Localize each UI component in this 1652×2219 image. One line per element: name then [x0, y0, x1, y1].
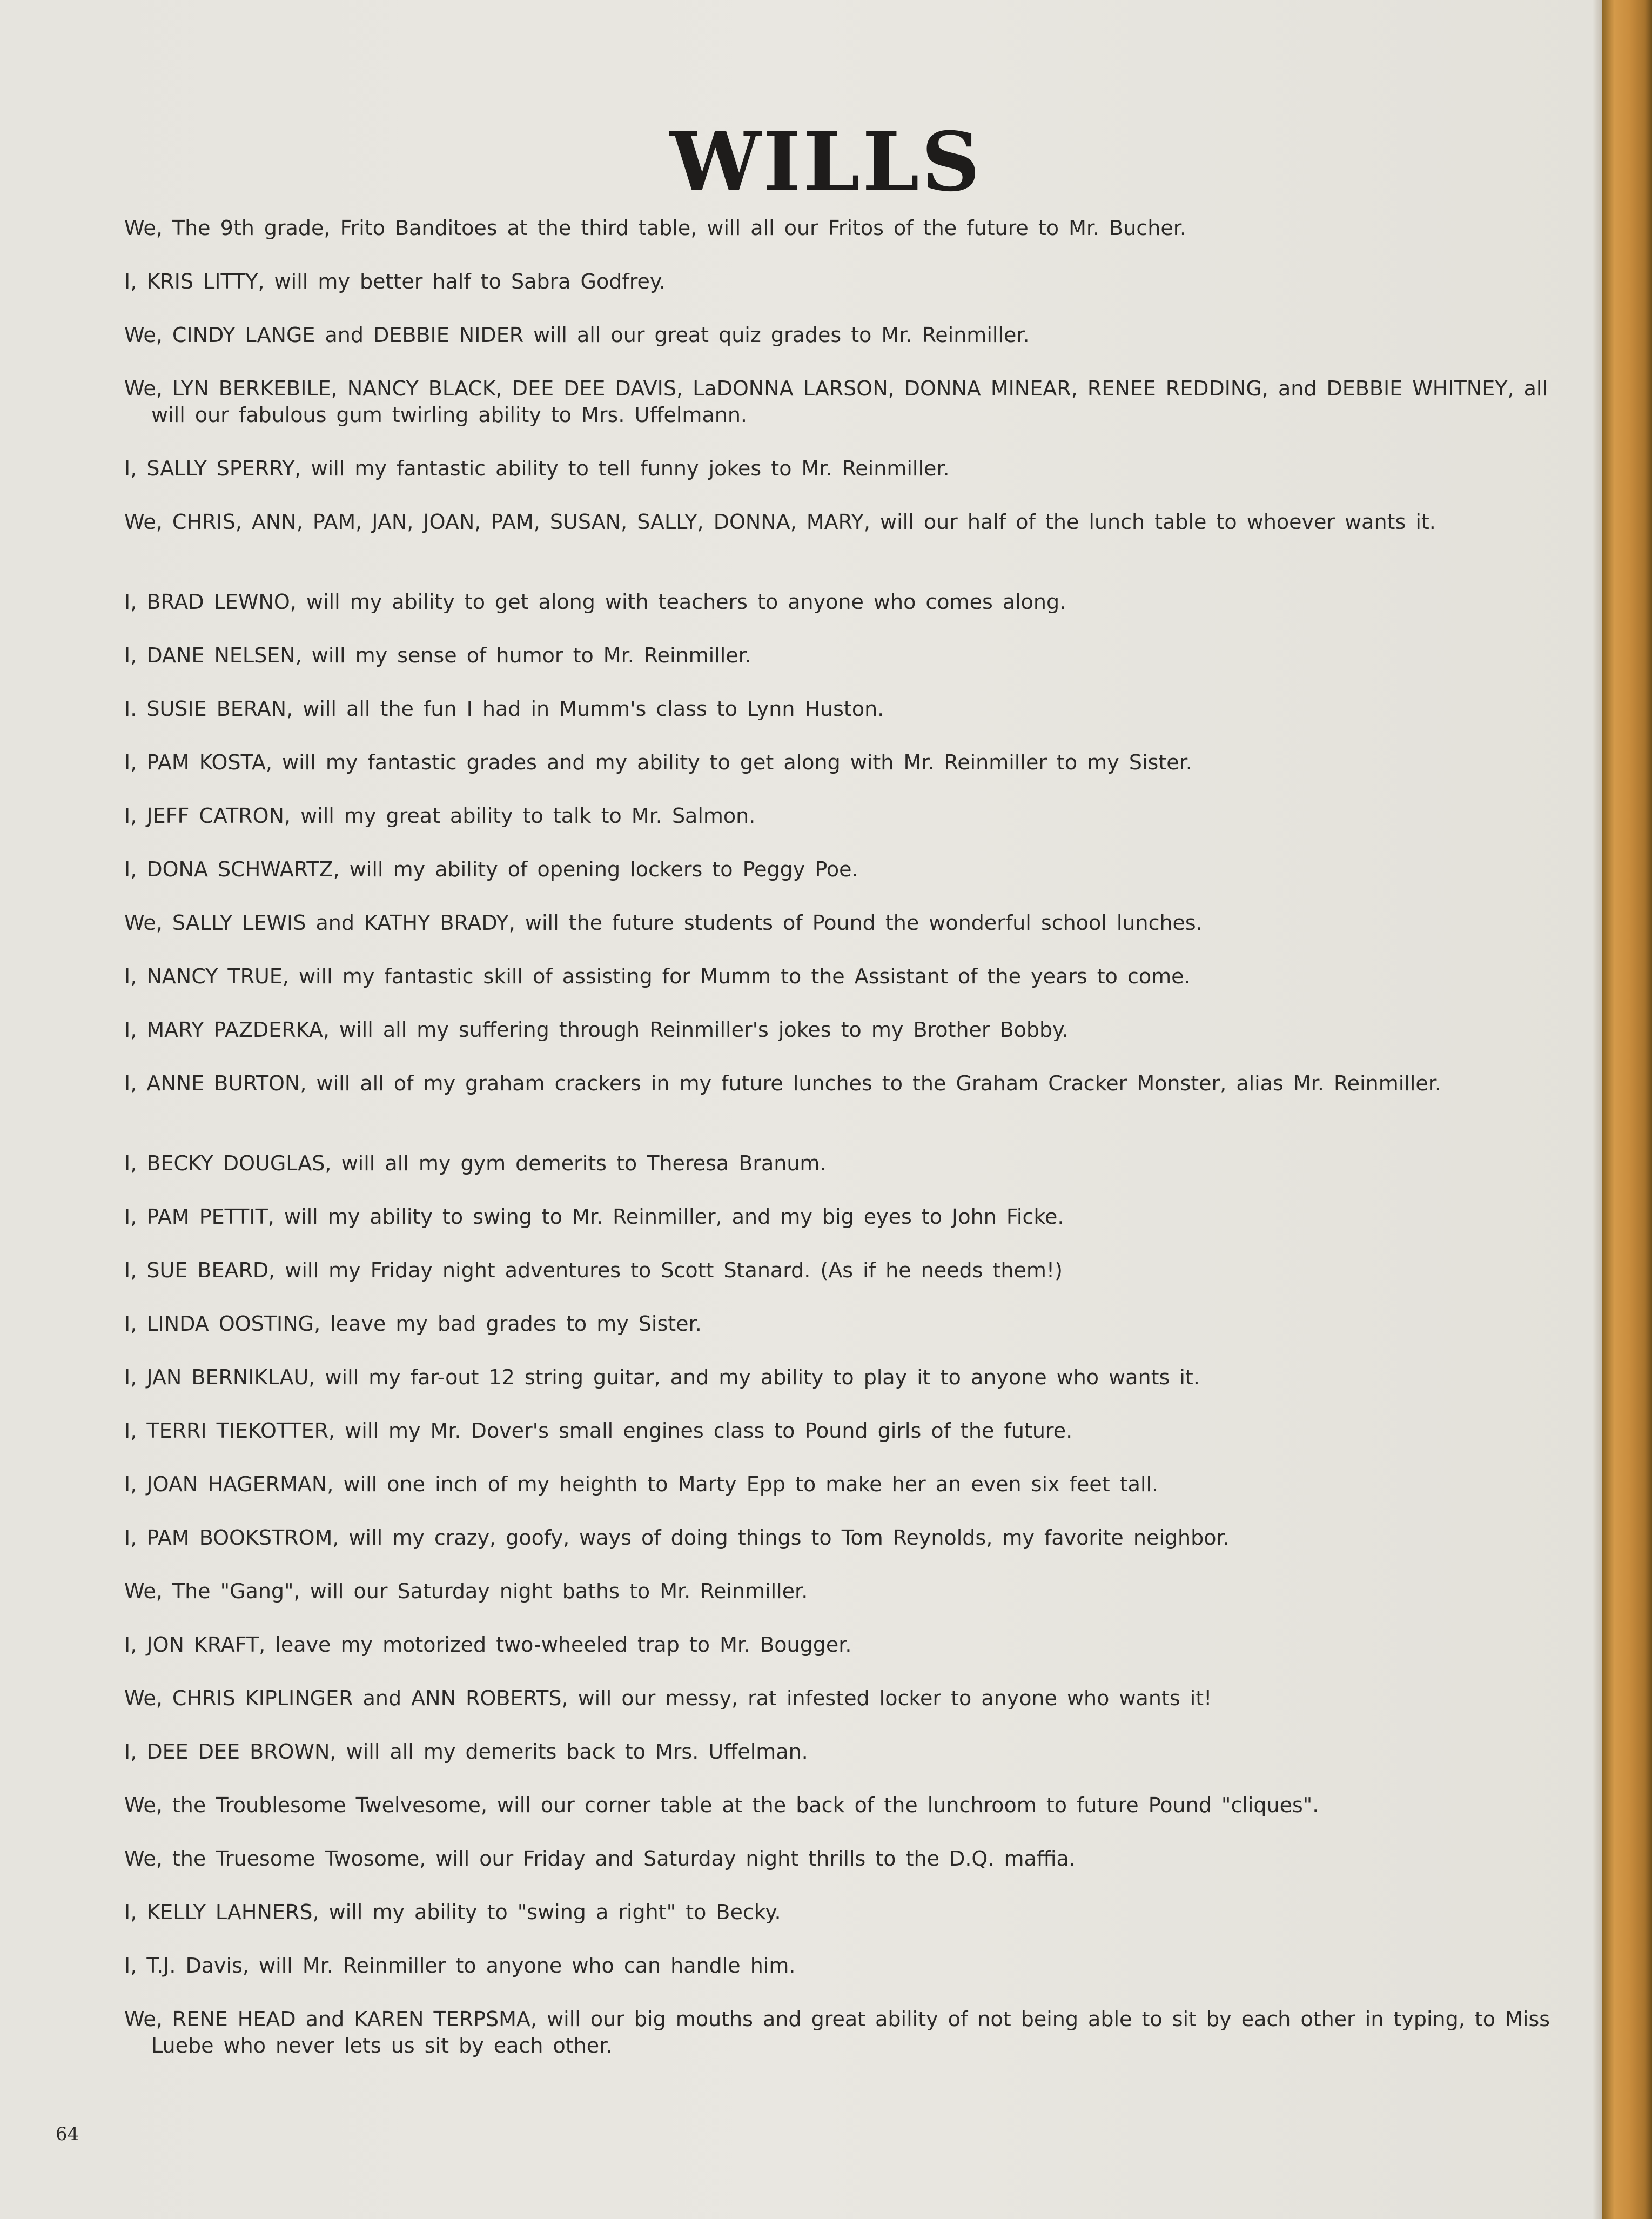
will-entry: We, SALLY LEWIS and KATHY BRADY, will the future students of Pound the wonderful school lunches. — [124, 911, 1203, 935]
will-entry: I, SUE BEARD, will my Friday night adventures to Scott Stanard. (As if he needs them!) — [124, 1258, 1063, 1282]
will-entry: I, JON KRAFT, leave my motorized two-wheeled trap to Mr. Bougger. — [124, 1633, 852, 1657]
will-entry: I, ANNE BURTON, will all of my graham crackers in my future lunches to the Graham Cracker Monster, alias Mr. Reinmiller. — [124, 1071, 1441, 1095]
will-entry: I, JAN BERNIKLAU, will my far-out 12 string guitar, and my ability to play it to anyone who wants it. — [124, 1365, 1200, 1389]
will-entry: I, LINDA OOSTING, leave my bad grades to my Sister. — [124, 1312, 702, 1336]
page-title: WILLS — [670, 115, 982, 210]
will-entry: I. SUSIE BERAN, will all the fun I had in Mumm's class to Lynn Huston. — [124, 697, 884, 721]
will-entry: We, The "Gang", will our Saturday night baths to Mr. Reinmiller. — [124, 1579, 808, 1603]
will-entry: I, BRAD LEWNO, will my ability to get along with teachers to anyone who comes along. — [124, 590, 1066, 614]
will-entry: We, The 9th grade, Frito Banditoes at the third table, will all our Fritos of the future to Mr. Bucher. — [124, 216, 1186, 240]
will-entry: We, CHRIS KIPLINGER and ANN ROBERTS, will our messy, rat infested locker to anyone who wants it! — [124, 1686, 1212, 1710]
will-entry: I, JOAN HAGERMAN, will one inch of my heighth to Marty Epp to make her an even six feet tall. — [124, 1472, 1159, 1496]
will-entry: I, BECKY DOUGLAS, will all my gym demerits to Theresa Branum. — [124, 1151, 827, 1175]
book-spine — [1602, 0, 1652, 2219]
will-entry: I, PAM KOSTA, will my fantastic grades and my ability to get along with Mr. Reinmiller to my Sister. — [124, 750, 1192, 774]
will-entry: We, RENE HEAD and KAREN TERPSMA, will our big mouths and great ability of not being able to sit by each other in typing, to Miss Luebe who never lets us sit by each other. — [124, 2007, 1550, 2057]
will-entry: I, DANE NELSEN, will my sense of humor to Mr. Reinmiller. — [124, 643, 751, 667]
will-entry: I, T.J. Davis, will Mr. Reinmiller to anyone who can handle him. — [124, 1954, 796, 1977]
will-entry: We, the Truesome Twosome, will our Friday and Saturday night thrills to the D.Q. maffia. — [124, 1847, 1076, 1871]
will-entry: I, MARY PAZDERKA, will all my suffering through Reinmiller's jokes to my Brother Bobby. — [124, 1018, 1069, 1042]
page-number: 64 — [56, 2123, 79, 2145]
will-entry: I, PAM PETTIT, will my ability to swing to Mr. Reinmiller, and my big eyes to John Ficke. — [124, 1205, 1064, 1229]
will-entry: I, KRIS LITTY, will my better half to Sabra Godfrey. — [124, 270, 666, 293]
will-entry: I, NANCY TRUE, will my fantastic skill of assisting for Mumm to the Assistant of the years to come. — [124, 964, 1191, 988]
will-entry: I, DONA SCHWARTZ, will my ability of opening lockers to Peggy Poe. — [124, 857, 858, 881]
will-entry: I, TERRI TIEKOTTER, will my Mr. Dover's small engines class to Pound girls of the future. — [124, 1419, 1073, 1443]
will-entry: I, SALLY SPERRY, will my fantastic ability to tell funny jokes to Mr. Reinmiller. — [124, 457, 950, 480]
wills-list — [124, 215, 1550, 2086]
will-entry: We, CINDY LANGE and DEBBIE NIDER will all our great quiz grades to Mr. Reinmiller. — [124, 323, 1030, 347]
will-entry: I, JEFF CATRON, will my great ability to talk to Mr. Salmon. — [124, 804, 756, 828]
will-entry: I, KELLY LAHNERS, will my ability to "swing a right" to Becky. — [124, 1900, 781, 1924]
will-entry: I, DEE DEE BROWN, will all my demerits back to Mrs. Uffelman. — [124, 1740, 808, 1764]
will-entry: We, CHRIS, ANN, PAM, JAN, JOAN, PAM, SUSAN, SALLY, DONNA, MARY, will our half of the lunch table to whoever wants it. — [124, 510, 1436, 534]
will-entry: We, LYN BERKEBILE, NANCY BLACK, DEE DEE DAVIS, LaDONNA LARSON, DONNA MINEAR, RENEE REDDING, and DEBBIE WHITNEY, all will our fabulous gum twirling ability to Mrs. Uffelmann. — [124, 377, 1548, 427]
will-entry: We, the Troublesome Twelvesome, will our corner table at the back of the lunchroom to future Pound "cliques". — [124, 1793, 1319, 1817]
will-entry: I, PAM BOOKSTROM, will my crazy, goofy, ways of doing things to Tom Reynolds, my favorite neighbor. — [124, 1526, 1230, 1550]
